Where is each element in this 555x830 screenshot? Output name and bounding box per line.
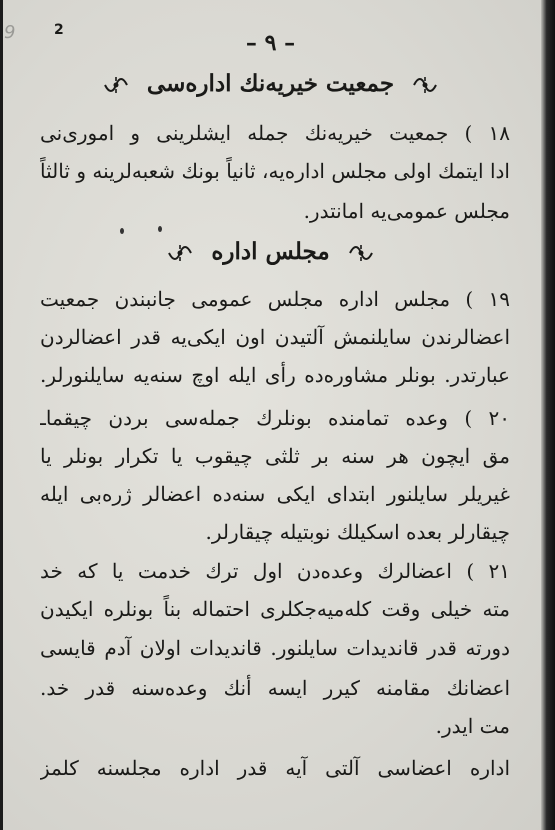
text-line: غیریلر سایلنور ابتدای ایکی سنه‌ده اعضالر ژره‌بی ایله	[40, 482, 510, 506]
text-line: مت ایدر.	[435, 714, 510, 738]
text-line: ١٩ ) مجلس اداره مجلس عمومی جانبندن جمعیت	[40, 287, 510, 311]
text-line: ادا ایتمك اولی مجلس اداره‌یه، ثانیاً بونك شعبه‌لرینه و ثالثاً	[40, 159, 510, 183]
text-line: مجلس عمومی‌یه امانتدر.	[303, 199, 510, 223]
text-line: اعضانك مقامنه کیرر ایسه أنك وعده‌سنه قدر خد.	[40, 676, 510, 700]
ornament-icon	[167, 243, 193, 263]
text-line: اداره اعضاسی آلتی آیه قدر اداره مجلسنه کلمز	[40, 756, 510, 780]
ornament-icon	[103, 75, 129, 95]
text-line: ١٨ ) جمعیت خیریه‌نك جمله ایشلرینی و اموری‌نی	[40, 121, 510, 145]
corner-mark: 2	[54, 22, 64, 38]
text-line: مته خیلی وقت کله‌میه‌جکلری احتماله بناً بونلره ایکیدن	[40, 597, 510, 621]
text-line: دورته قدر قاندیدات سایلنور. قاندیدات اولان آدم قایسی	[40, 636, 510, 660]
ornament-icon	[412, 75, 438, 95]
right-page-edge	[541, 0, 555, 830]
ornament-icon	[348, 243, 374, 263]
text-line: مق ایچون هر سنه بر ثلثی چیقوب یا تکرار بونلر یا	[40, 444, 510, 468]
pencil-annotation: 9	[4, 22, 16, 43]
text-line: اعضالرندن سایلنمش آلتیدن اون ایکی‌یه قدر اعضالردن	[40, 325, 510, 349]
left-page-edge	[0, 0, 3, 830]
section-heading-charity-administration	[0, 70, 541, 97]
ink-speck	[120, 228, 124, 234]
text-line: ٢٠ ) وعده تمامنده بونلرك جمله‌سی بردن چیقماـ	[40, 406, 510, 430]
heading-text: جمعیت خیریه‌نك اداره‌سی	[146, 70, 395, 97]
heading-text: مجلس اداره	[211, 238, 330, 265]
ink-speck	[158, 226, 162, 232]
text-line: ٢١ ) اعضالرك وعده‌دن اول ترك خدمت یا كه خد	[40, 559, 510, 583]
page-number: – ٩ –	[245, 30, 296, 56]
text-line: چیقارلر بعده اسکیلك نوبتیله چیقارلر.	[205, 520, 510, 544]
text-line: عبارتدر. بونلر مشاوره‌ده رأی ایله اوچ سنه‌یه سایلنورلر.	[40, 363, 510, 387]
section-heading-administrative-council	[0, 238, 541, 265]
